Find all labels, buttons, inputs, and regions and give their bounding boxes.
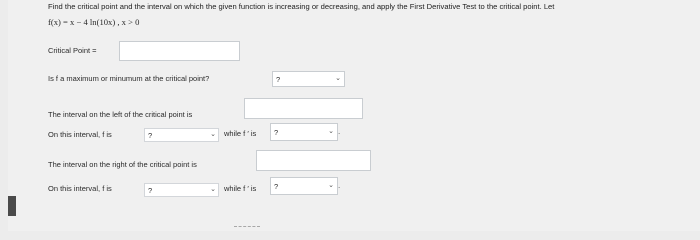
max-min-selected: ? [276, 74, 281, 84]
left-interval-input[interactable] [244, 98, 363, 119]
right-behavior-select[interactable] [144, 183, 219, 197]
critical-point-label: Critical Point = [48, 46, 97, 55]
right-interval-label: The interval on the right of the critical point is [48, 160, 197, 169]
right-derivative-selected: ? [274, 181, 279, 191]
right-behavior-label: On this interval, f is [48, 184, 112, 193]
chevron-down-icon: ⌄ [328, 128, 334, 135]
period-mark: . [338, 181, 341, 190]
chevron-down-icon: ⌄ [210, 131, 216, 138]
right-while-label: while f ′ is [224, 184, 257, 193]
max-min-question: Is f a maximum or minumum at the critical point? [48, 74, 210, 83]
left-behavior-label: On this interval, f is [48, 130, 112, 139]
left-interval-label: The interval on the left of the critical point is [48, 110, 193, 119]
period-mark: . [338, 127, 341, 136]
problem-intro: Find the critical point and the interval on which the given function is increasing or decreasing, and apply the First Derivative Test to the critical point. Let [48, 2, 555, 11]
function-definition: f(x) = x − 4 ln(10x) , x > 0 [48, 17, 140, 27]
left-behavior-select[interactable] [144, 128, 219, 142]
chevron-down-icon: ⌄ [335, 75, 341, 82]
left-edge-bar [8, 196, 16, 216]
left-derivative-select[interactable] [270, 123, 341, 141]
chevron-down-icon: ⌄ [210, 186, 216, 193]
chevron-down-icon: ⌄ [328, 182, 334, 189]
question-page [8, 0, 700, 231]
max-min-select[interactable] [272, 71, 345, 87]
right-interval-input[interactable] [256, 150, 371, 171]
cut-off-mark [234, 226, 260, 231]
left-behavior-selected: ? [148, 130, 153, 140]
right-behavior-selected: ? [148, 185, 153, 195]
right-derivative-select[interactable] [270, 177, 341, 195]
left-derivative-selected: ? [274, 127, 279, 137]
left-while-label: while f ′ is [224, 129, 257, 138]
critical-point-input[interactable] [119, 41, 240, 61]
